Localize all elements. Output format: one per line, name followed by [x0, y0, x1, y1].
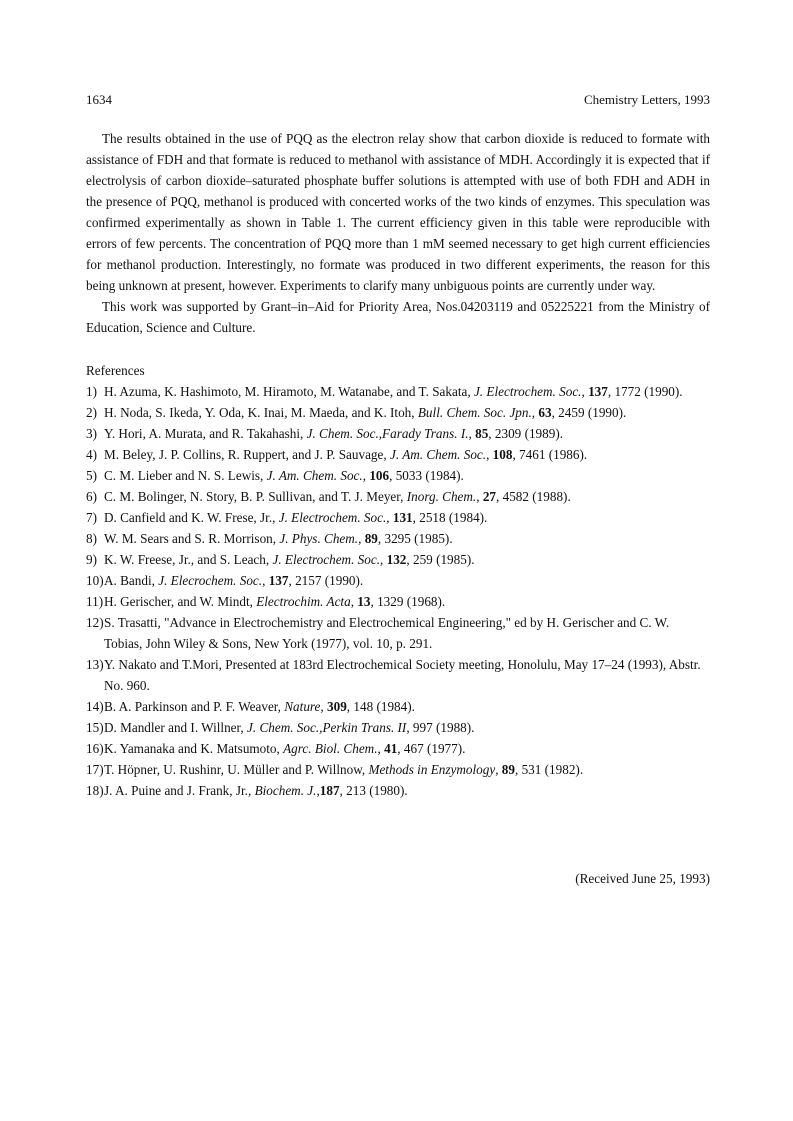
reference-journal: J. Electrochem. Soc.: [473, 384, 582, 399]
reference-volume: 63: [538, 405, 552, 420]
reference-item: [86, 549, 710, 570]
reference-volume: 137: [268, 573, 289, 588]
reference-authors: A. Bandi,: [104, 573, 159, 588]
reference-details: , 4582 (1988).: [496, 489, 571, 504]
references-heading: References: [86, 363, 145, 378]
reference-number: 3): [86, 426, 97, 441]
reference-volume: 13: [357, 594, 371, 609]
reference-item: [86, 402, 710, 423]
reference-volume: 41: [384, 741, 398, 756]
reference-separator: ,: [495, 762, 502, 777]
reference-item: [86, 780, 710, 801]
reference-volume: 187: [319, 783, 340, 798]
reference-separator: ,: [486, 447, 493, 462]
reference-volume: 309: [327, 699, 347, 714]
reference-number: 9): [86, 552, 97, 567]
reference-details: , 259 (1985).: [406, 552, 475, 567]
reference-journal: J. Electrochem. Soc.: [278, 510, 387, 525]
reference-journal: J. Chem. Soc.,Perkin Trans. II: [247, 720, 407, 735]
reference-item: [86, 570, 710, 591]
reference-item: [86, 717, 710, 738]
reference-separator: ,: [531, 405, 539, 420]
reference-number: 6): [86, 489, 97, 504]
reference-item: [86, 465, 710, 486]
reference-volume: 137: [588, 384, 608, 399]
reference-details: , 467 (1977).: [397, 741, 466, 756]
reference-volume: 132: [386, 552, 407, 567]
reference-number: 12): [86, 615, 104, 630]
reference-volume: 85: [475, 426, 489, 441]
reference-number: 13): [86, 657, 104, 672]
reference-item: [86, 696, 710, 717]
reference-details: 997 (1988).: [412, 720, 475, 735]
reference-item: [86, 654, 710, 696]
reference-authors: K. W. Freese, Jr., and S. Leach,: [104, 552, 273, 567]
reference-separator: ,: [262, 573, 269, 588]
reference-number: 8): [86, 531, 97, 546]
reference-number: 5): [86, 468, 97, 483]
reference-details: , 7461 (1986).: [512, 447, 588, 462]
reference-item: [86, 423, 710, 444]
reference-details: , 2309 (1989).: [488, 426, 564, 441]
reference-separator: ,: [362, 468, 370, 483]
reference-item: [86, 486, 710, 507]
reference-journal: Bull. Chem. Soc. Jpn.: [417, 405, 532, 420]
reference-item: [86, 738, 710, 759]
reference-authors: T. Höpner, U. Rushinr, U. Müller and P. Willnow,: [104, 762, 369, 777]
reference-number: 17): [86, 762, 104, 777]
body-text: [86, 128, 710, 801]
reference-details: , 1329 (1968).: [370, 594, 446, 609]
reference-journal: Agrc. Biol. Chem.: [283, 741, 378, 756]
reference-journal: Nature: [284, 699, 321, 714]
reference-separator: ,: [581, 384, 589, 399]
reference-details: , 2157 (1990).: [288, 573, 364, 588]
reference-details: , 213 (1980).: [339, 783, 408, 798]
reference-journal: J. Phys. Chem.: [279, 531, 359, 546]
reference-journal: Electrochim. Acta: [256, 594, 351, 609]
reference-authors: B. A. Parkinson and P. F. Weaver,: [104, 699, 285, 714]
reference-volume: 89: [364, 531, 378, 546]
reference-authors: K. Yamanaka and K. Matsumoto,: [104, 741, 284, 756]
page-header: [86, 92, 710, 112]
reference-authors: D. Mandler and I. Willner,: [104, 720, 247, 735]
reference-authors: S. Trasatti, "Advance in Electrochemistry and Electrochemical Engineering," ed by H. Gerischer and C. W. Tobias, John Wiley & Sons, New York (1977), vol. 10, p. 291.: [104, 615, 670, 651]
reference-authors: C. M. Lieber and N. S. Lewis,: [104, 468, 267, 483]
page-number: 1634: [86, 92, 112, 107]
reference-authors: C. M. Bolinger, N. Story, B. P. Sullivan, and T. J. Meyer,: [104, 489, 407, 504]
reference-number: 4): [86, 447, 97, 462]
reference-number: 7): [86, 510, 97, 525]
reference-number: 11): [86, 594, 104, 609]
reference-item: [86, 528, 710, 549]
reference-item: [86, 507, 710, 528]
reference-separator: ,: [386, 510, 393, 525]
reference-number: 14): [86, 699, 104, 714]
reference-number: 2): [86, 405, 97, 420]
reference-details: , 531 (1982).: [514, 762, 584, 777]
journal-name: Chemistry Letters, 1993: [583, 92, 710, 107]
reference-authors: D. Canfield and K. W. Frese, Jr.,: [104, 510, 279, 525]
reference-details: , 1772 (1990).: [607, 384, 683, 399]
reference-separator: ,: [316, 783, 320, 798]
reference-journal: Inorg. Chem.: [406, 489, 477, 504]
reference-volume: 89: [501, 762, 515, 777]
reference-number: 1): [86, 384, 97, 399]
reference-separator: ,: [350, 594, 358, 609]
reference-item: [86, 612, 710, 654]
reference-journal: J. Am. Chem. Soc.: [389, 447, 487, 462]
reference-separator: ,: [468, 426, 476, 441]
reference-authors: W. M. Sears and S. R. Morrison,: [104, 531, 280, 546]
reference-number: 10): [86, 573, 104, 588]
reference-journal: J. Chem. Soc.,Farady Trans. I.: [306, 426, 469, 441]
reference-details: , 2518 (1984).: [412, 510, 488, 525]
reference-volume: 106: [369, 468, 390, 483]
reference-number: 15): [86, 720, 104, 735]
reference-journal: Methods in Enzymology: [368, 762, 496, 777]
reference-separator: ,: [406, 720, 413, 735]
reference-details: , 5033 (1984).: [389, 468, 464, 483]
reference-authors: H. Noda, S. Ikeda, Y. Oda, K. Inai, M. Maeda, and K. Itoh,: [104, 405, 418, 420]
reference-volume: 131: [392, 510, 413, 525]
reference-separator: ,: [358, 531, 365, 546]
reference-item: [86, 444, 710, 465]
received-date: (Received June 25, 1993): [575, 871, 710, 886]
reference-details: , 3295 (1985).: [377, 531, 453, 546]
reference-list: [86, 381, 710, 801]
reference-number: 16): [86, 741, 104, 756]
paragraph-results: The results obtained in the use of PQQ as the electron relay show that carbon dioxide is reduced to formate with assistance of FDH and that formate is reduced to methanol with assistance of MDH. Accordingly it is expected that if electrolysis of carbon dioxide–saturated phosphate buffer solutions is attempted with use of both FDH and ADH in the presence of PQQ, methanol is produced with concerted works of the two kinds of enzymes. This speculation was confirmed experimentally as shown in Table 1. The current efficiency given in this table were reproducible with errors of few percents. The concentration of PQQ more than 1 mM seemed necessary to get high current efficiencies for methanol production. Interestingly, no formate was produced in two different experiments, the reason for this being unknown at present, however. Experiments to clarify many unbiguous points are currently under way.: [86, 131, 710, 293]
reference-authors: Y. Hori, A. Murata, and R. Takahashi,: [104, 426, 307, 441]
reference-number: 18): [86, 783, 104, 798]
reference-volume: 27: [482, 489, 497, 504]
reference-journal: Biochem. J.: [254, 783, 317, 798]
reference-authors: Y. Nakato and T.Mori, Presented at 183rd Electrochemical Society meeting, Honolulu, May 17–24 (1993), Abstr. No. 960.: [104, 657, 701, 693]
reference-authors: H. Gerischer, and W. Mindt,: [104, 594, 257, 609]
reference-volume: 108: [492, 447, 513, 462]
reference-separator: ,: [380, 552, 387, 567]
reference-details: , 148 (1984).: [346, 699, 415, 714]
reference-item: [86, 591, 710, 612]
reference-journal: J. Elecrochem. Soc.: [158, 573, 263, 588]
reference-separator: ,: [320, 699, 328, 714]
reference-separator: ,: [377, 741, 385, 756]
reference-authors: M. Beley, J. P. Collins, R. Ruppert, and J. P. Sauvage,: [104, 447, 390, 462]
reference-separator: ,: [476, 489, 483, 504]
reference-item: [86, 759, 710, 780]
reference-details: , 2459 (1990).: [551, 405, 627, 420]
paragraph-acknowledgement: This work was supported by Grant–in–Aid for Priority Area, Nos.04203119 and 05225221 from the Ministry of Education, Science and Culture.: [86, 299, 710, 335]
reference-authors: H. Azuma, K. Hashimoto, M. Hiramoto, M. Watanabe, and T. Sakata,: [104, 384, 474, 399]
reference-item: [86, 381, 710, 402]
reference-authors: J. A. Puine and J. Frank, Jr.,: [104, 783, 255, 798]
reference-journal: J. Electrochem. Soc.: [272, 552, 381, 567]
reference-journal: J. Am. Chem. Soc.: [266, 468, 363, 483]
